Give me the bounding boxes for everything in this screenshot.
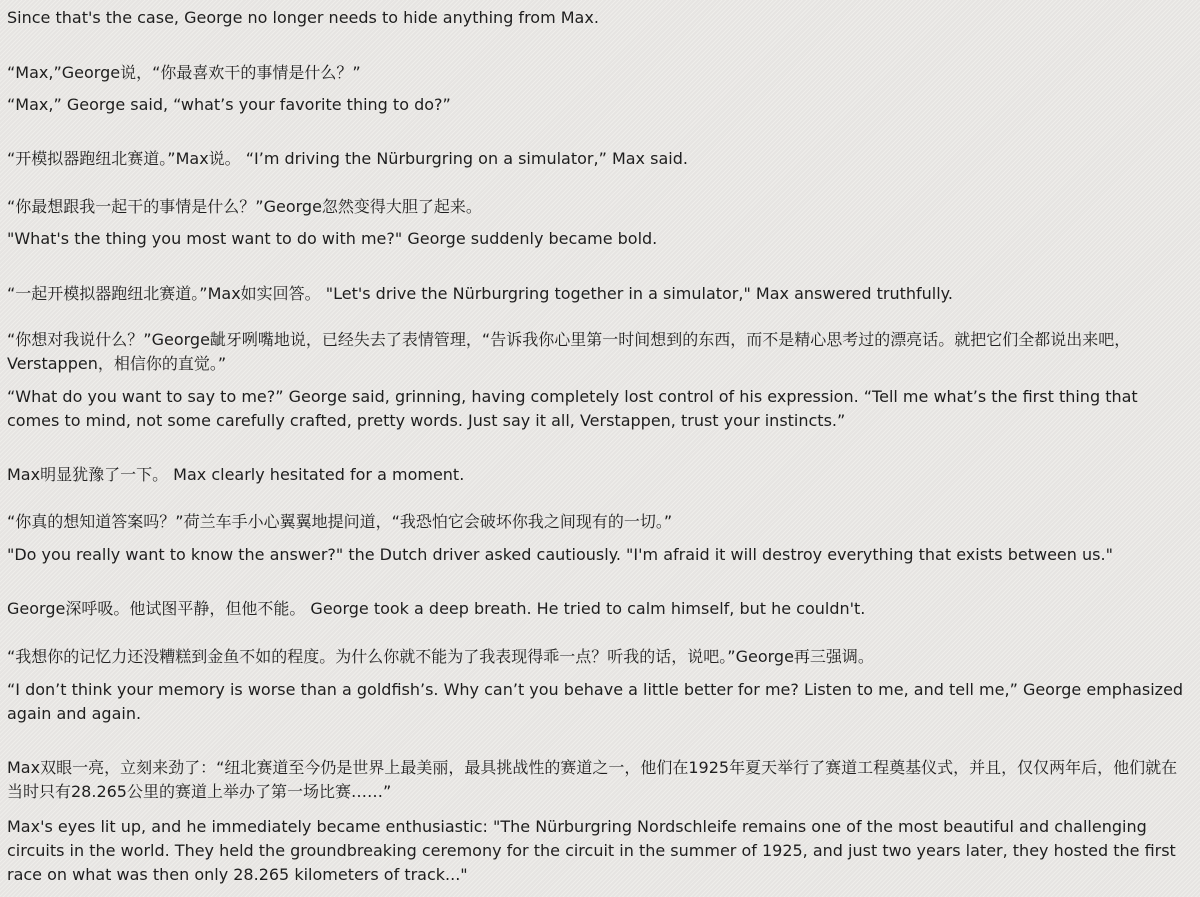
paragraph-say-to-me-zh: “你想对我说什么？”George龇牙咧嘴地说，已经失去了表情管理，“告诉我你心里第一时间想到的东西，而不是精心思考过的漂亮话。就把它们全都说出来吧，Verstappen，相信你的直觉。” <box>7 330 1131 373</box>
paragraph-goldfish-zh: “我想你的记忆力还没糟糕到金鱼不如的程度。为什么你就不能为了我表现得乖一点？听我的话，说吧。”George再三强调。 <box>7 647 874 666</box>
paragraph-favorite-thing-en: “Max,” George said, “what’s your favorite thing to do?” <box>7 95 451 114</box>
paragraph-nurburgring-zh: Max双眼一亮，立刻来劲了：“纽北赛道至今仍是世界上最美丽，最具挑战性的赛道之一，他们在1925年夏天举行了赛道工程奠基仪式，并且，仅仅两年后，他们就在当时只有28.265公里的赛道上举办了第一场比赛……” <box>7 758 1178 801</box>
paragraph-with-me-zh: “你最想跟我一起干的事情是什么？”George忽然变得大胆了起来。 <box>7 197 482 216</box>
paragraph-with-me-en: "What's the thing you most want to do with me?" George suddenly became bold. <box>7 229 658 248</box>
paragraph-hesitated: Max明显犹豫了一下。 Max clearly hesitated for a moment. <box>7 465 465 484</box>
paragraph-intro: Since that's the case, George no longer needs to hide anything from Max. <box>7 8 599 27</box>
paragraph-goldfish-en: “I don’t think your memory is worse than a goldfish’s. Why can’t you behave a little better for me? Listen to me, and tell me,” George emphasized again and again. <box>7 680 1184 723</box>
paragraph-say-to-me-en: “What do you want to say to me?” George said, grinning, having completely lost control of his expression. “Tell me what’s the first thing that comes to mind, not some carefully crafted, pretty words. Just say it all, Verstappen, trust your instincts.” <box>7 387 1138 430</box>
paragraph-simulator-answer: “开模拟器跑纽北赛道。”Max说。 “I’m driving the Nürburgring on a simulator,” Max said. <box>7 149 688 168</box>
paragraph-deep-breath: George深呼吸。他试图平静，但他不能。 George took a deep breath. He tried to calm himself, but he couldn't. <box>7 599 866 618</box>
paragraph-favorite-thing-zh: “Max,”George说，“你最喜欢干的事情是什么？” <box>7 63 361 82</box>
paragraph-know-answer-zh: “你真的想知道答案吗？”荷兰车手小心翼翼地提问道，“我恐怕它会破坏你我之间现有的一切。” <box>7 512 673 531</box>
paragraph-know-answer-en: "Do you really want to know the answer?" the Dutch driver asked cautiously. "I'm afraid it will destroy everything that exists between us." <box>7 545 1113 564</box>
paragraph-nurburgring-en: Max's eyes lit up, and he immediately became enthusiastic: "The Nürburgring Nordschleife remains one of the most beautiful and challenging circuits in the world. They held the groundbreaking ceremony for the circuit in the summer of 1925, and just two years later, they hosted the first race on what was then only 28.265 kilometers of track..." <box>7 817 1176 884</box>
paragraph-together-answer: “一起开模拟器跑纽北赛道。”Max如实回答。 "Let's drive the Nürburgring together in a simulator," Max answered truthfully. <box>7 284 953 303</box>
